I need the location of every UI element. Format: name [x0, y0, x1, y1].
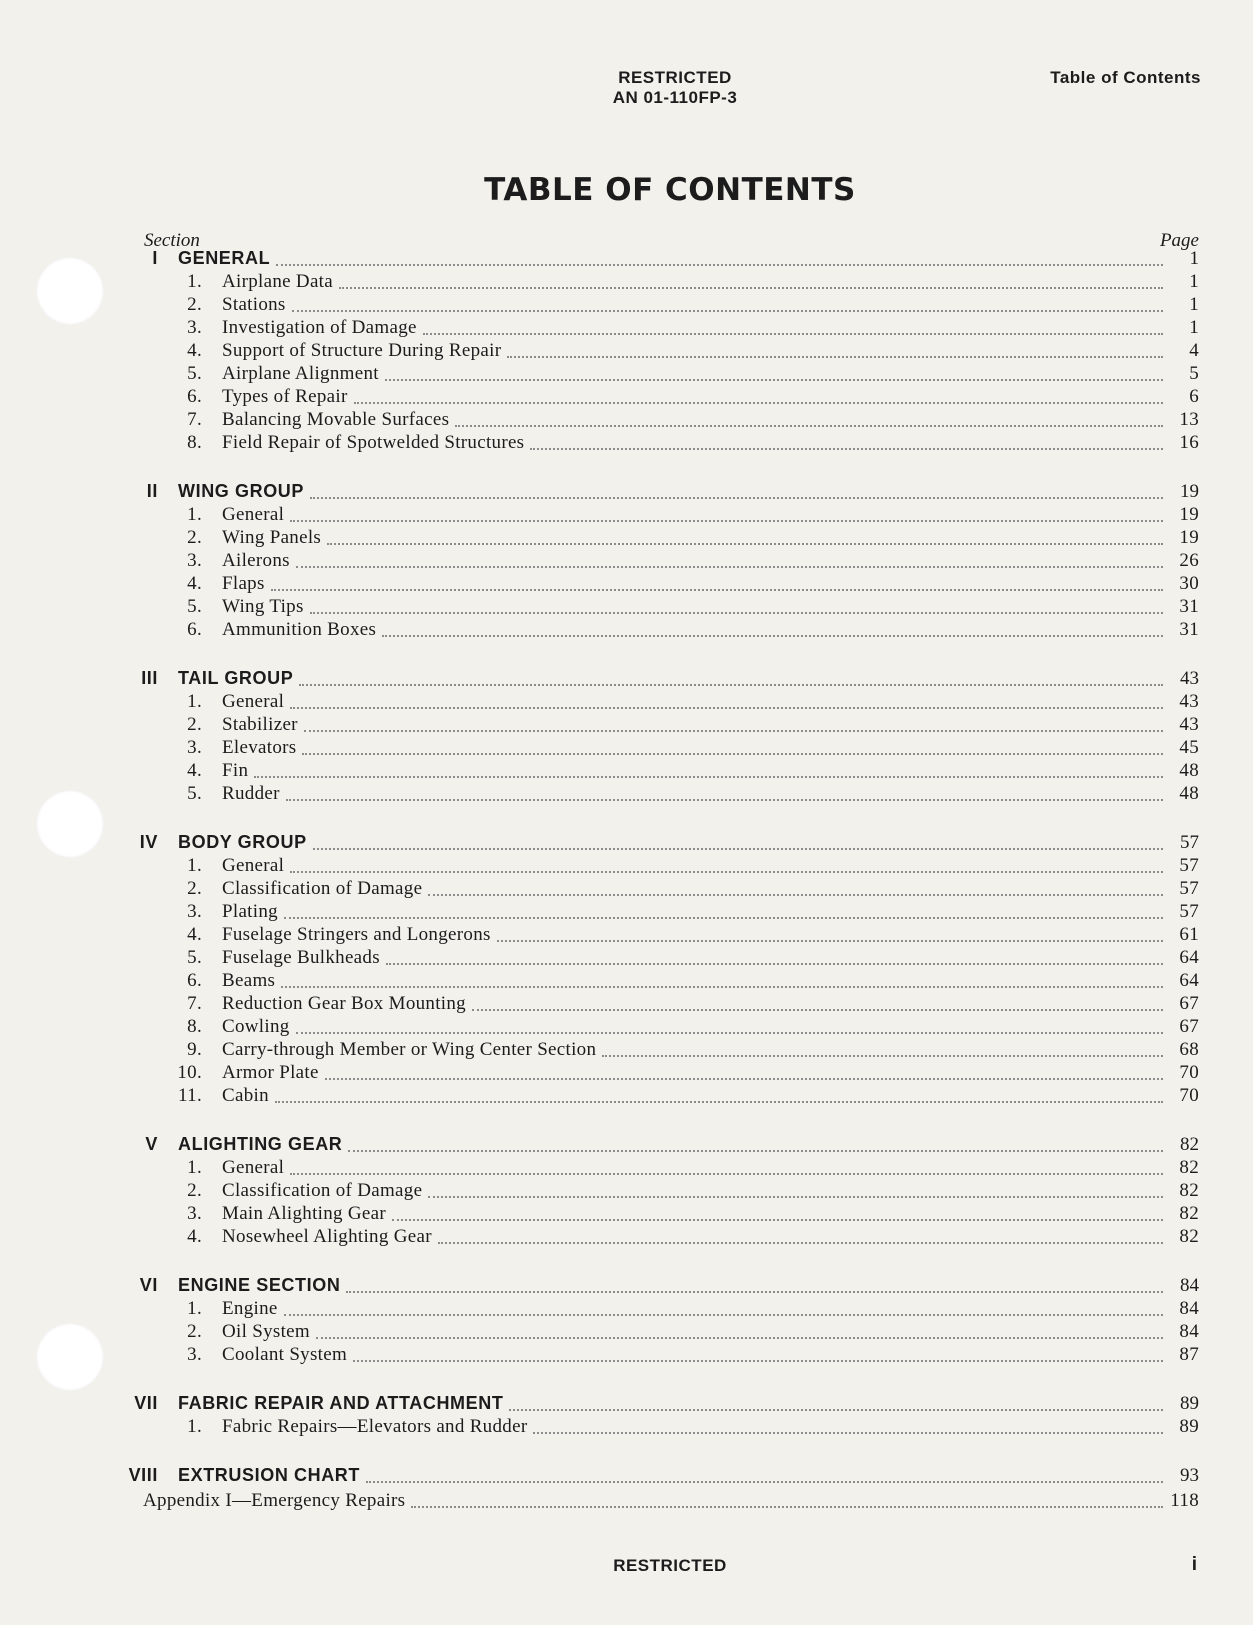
toc-item-row [0, 901, 1199, 924]
toc-entry-page: 84 [1180, 1275, 1199, 1296]
toc-entry-page: 30 [1179, 573, 1199, 594]
toc-item-row [0, 1226, 1199, 1249]
dot-leader [530, 442, 1163, 450]
dot-leader [254, 770, 1163, 778]
toc-entry-number: 4. [187, 573, 202, 594]
toc-entry-number: 8. [187, 432, 202, 453]
dot-leader [299, 678, 1163, 686]
toc-entry-number: 6. [187, 619, 202, 640]
toc-entry-number: 5. [187, 947, 202, 968]
toc-entry-number: 4. [187, 924, 202, 945]
toc-entry-label: Carry-through Member or Wing Center Section [222, 1039, 597, 1060]
toc-item-row [0, 1298, 1199, 1321]
dot-leader [428, 1190, 1163, 1198]
toc-entry-page: 1 [1189, 317, 1199, 338]
toc-entry-label: Appendix I—Emergency Repairs [143, 1490, 406, 1511]
toc-entry-label: EXTRUSION CHART [178, 1465, 361, 1485]
toc-entry-page: 67 [1179, 1016, 1199, 1037]
toc-entry-page: 70 [1179, 1062, 1199, 1083]
dot-leader [304, 724, 1163, 732]
dot-leader [292, 304, 1163, 312]
toc-entry-number: 2. [187, 294, 202, 315]
toc-entry-label: General [222, 1157, 285, 1178]
column-header-section: Section [144, 230, 200, 251]
toc-entry-label: Flaps [222, 573, 265, 594]
toc-item-row [0, 527, 1199, 550]
header-classification: RESTRICTED [618, 68, 732, 87]
toc-entry-label: Beams [222, 970, 276, 991]
toc-entry-label: Fuselage Stringers and Longerons [222, 924, 491, 945]
toc-entry-page: 89 [1179, 1416, 1199, 1437]
toc-entry-page: 19 [1180, 481, 1199, 502]
toc-item-row [0, 1344, 1199, 1367]
toc-entry-label: Types of Repair [222, 386, 348, 407]
toc-entry-number: 1. [187, 271, 202, 292]
dot-leader [533, 1426, 1163, 1434]
toc-item-row [0, 317, 1199, 340]
toc-section-row [0, 248, 1199, 271]
toc-entry-label: Rudder [222, 783, 280, 804]
toc-entry-number: 1. [187, 504, 202, 525]
toc-item-row [0, 1180, 1199, 1203]
dot-leader [327, 537, 1163, 545]
dot-leader [509, 1403, 1163, 1411]
dot-leader [455, 419, 1163, 427]
toc-item-row [0, 596, 1199, 619]
toc-entry-page: 93 [1180, 1465, 1199, 1486]
toc-entry-page: 16 [1179, 432, 1199, 453]
toc-entry-page: 64 [1179, 947, 1199, 968]
toc-entry-number: VI [139, 1275, 158, 1295]
toc-entry-page: 43 [1179, 691, 1199, 712]
toc-entry-page: 82 [1179, 1226, 1199, 1247]
toc-entry-page: 26 [1179, 550, 1199, 571]
toc-entry-number: 3. [187, 1344, 202, 1365]
toc-entry-label: Airplane Data [222, 271, 333, 292]
toc-item-row [0, 271, 1199, 294]
toc-entry-number: 5. [187, 783, 202, 804]
toc-entry-page: 19 [1179, 527, 1199, 548]
dot-leader [602, 1049, 1163, 1057]
toc-entry-page: 43 [1180, 668, 1199, 689]
toc-section-row [0, 1275, 1199, 1298]
toc-entry-label: Main Alighting Gear [222, 1203, 387, 1224]
toc-entry-page: 48 [1179, 760, 1199, 781]
dot-leader [275, 1095, 1163, 1103]
toc-entry-number: 1. [187, 855, 202, 876]
dot-leader [385, 373, 1163, 381]
toc-entry-number: VII [134, 1393, 158, 1413]
dot-leader [366, 1475, 1163, 1483]
toc-entry-page: 1 [1189, 271, 1199, 292]
footer-classification: RESTRICTED [613, 1556, 727, 1575]
dot-leader [472, 1003, 1163, 1011]
toc-entry-number: III [141, 668, 158, 688]
toc-item-row [0, 691, 1199, 714]
toc-entry-number: I [152, 248, 158, 268]
toc-entry-page: 45 [1179, 737, 1199, 758]
toc-item-row [0, 1039, 1199, 1062]
toc-item-row [0, 409, 1199, 432]
toc-entry-number: VIII [128, 1465, 158, 1485]
toc-entry-number: 1. [187, 691, 202, 712]
toc-item-row [0, 386, 1199, 409]
toc-entry-label: Classification of Damage [222, 878, 423, 899]
dot-leader [271, 583, 1163, 591]
toc-item-row [0, 340, 1199, 363]
toc-entry-page: 48 [1179, 783, 1199, 804]
toc-entry-page: 118 [1170, 1490, 1199, 1511]
toc-entry-label: General [222, 855, 285, 876]
toc-entry-label: Stations [222, 294, 286, 315]
dot-leader [428, 888, 1163, 896]
toc-entry-label: Investigation of Damage [222, 317, 417, 338]
dot-leader [325, 1072, 1163, 1080]
dot-leader [302, 747, 1163, 755]
toc-entry-label: Wing Panels [222, 527, 322, 548]
header-doc-number: AN 01-110FP-3 [612, 88, 738, 107]
toc-entry-label: Ammunition Boxes [222, 619, 377, 640]
toc-entry-page: 5 [1189, 363, 1199, 384]
toc-entry-page: 31 [1179, 619, 1199, 640]
toc-entry-label: Airplane Alignment [222, 363, 379, 384]
dot-leader [386, 957, 1163, 965]
toc-entry-label: Balancing Movable Surfaces [222, 409, 450, 430]
toc-entry-number: IV [139, 832, 158, 852]
toc-item-row [0, 878, 1199, 901]
dot-leader [497, 934, 1163, 942]
toc-section-row [0, 1134, 1199, 1157]
toc-entry-page: 57 [1179, 901, 1199, 922]
toc-entry-label: General [222, 691, 285, 712]
toc-entry-label: Stabilizer [222, 714, 298, 735]
toc-entry-page: 1 [1189, 248, 1199, 269]
toc-item-row [0, 1016, 1199, 1039]
toc-entry-page: 6 [1189, 386, 1199, 407]
toc-entry-page: 57 [1179, 878, 1199, 899]
toc-entry-number: 2. [187, 1321, 202, 1342]
toc-item-row [0, 855, 1199, 878]
dot-leader [339, 281, 1163, 289]
dot-leader [286, 793, 1163, 801]
toc-entry-label: Elevators [222, 737, 297, 758]
toc-item-row [0, 619, 1199, 642]
dot-leader [392, 1213, 1163, 1221]
toc-entry-label: GENERAL [178, 248, 271, 268]
dot-leader [353, 1354, 1163, 1362]
toc-entry-label: Support of Structure During Repair [222, 340, 502, 361]
toc-entry-number: 1. [187, 1416, 202, 1437]
toc-entry-number: 7. [187, 993, 202, 1014]
toc-item-row [0, 1157, 1199, 1180]
toc-entry-page: 82 [1179, 1203, 1199, 1224]
toc-entry-label: WING GROUP [178, 481, 304, 501]
toc-entry-label: Classification of Damage [222, 1180, 423, 1201]
toc-entry-number: 5. [187, 363, 202, 384]
toc-entry-number: 6. [187, 970, 202, 991]
toc-entry-page: 84 [1179, 1298, 1199, 1319]
toc-item-row [0, 550, 1199, 573]
toc-item-row [0, 294, 1199, 317]
toc-entry-page: 84 [1179, 1321, 1199, 1342]
dot-leader [290, 514, 1163, 522]
toc-section-row [0, 668, 1199, 691]
toc-section-row [0, 481, 1199, 504]
toc-entry-page: 68 [1179, 1039, 1199, 1060]
toc-entry-number: II [146, 481, 158, 501]
toc-item-row [0, 363, 1199, 386]
toc-entry-label: Plating [222, 901, 278, 922]
footer-page-number: i [1191, 1554, 1197, 1575]
toc-item-row [0, 1203, 1199, 1226]
dot-leader [346, 1285, 1163, 1293]
toc-entry-page: 82 [1180, 1134, 1199, 1155]
toc-entry-page: 31 [1179, 596, 1199, 617]
toc-item-row [0, 1321, 1199, 1344]
dot-leader [354, 396, 1163, 404]
toc-entry-page: 82 [1179, 1157, 1199, 1178]
toc-item-row [0, 504, 1199, 527]
toc-entry-number: 3. [187, 901, 202, 922]
dot-leader [276, 258, 1163, 266]
dot-leader [507, 350, 1163, 358]
toc-entry-number: 3. [187, 317, 202, 338]
toc-entry-label: Armor Plate [222, 1062, 319, 1083]
toc-entry-number: 2. [187, 878, 202, 899]
toc-entry-label: Fuselage Bulkheads [222, 947, 380, 968]
toc-entry-label: Oil System [222, 1321, 310, 1342]
dot-leader [348, 1144, 1163, 1152]
toc-entry-label: General [222, 504, 285, 525]
toc-entry-label: Cabin [222, 1085, 269, 1106]
dot-leader [290, 1167, 1163, 1175]
toc-entry-label: Field Repair of Spotwelded Structures [222, 432, 525, 453]
toc-entry-number: 8. [187, 1016, 202, 1037]
toc-item-row [0, 1416, 1199, 1439]
dot-leader [310, 491, 1163, 499]
toc-entry-number: 6. [187, 386, 202, 407]
toc-entry-number: 5. [187, 596, 202, 617]
toc-appendix-row [0, 1490, 1199, 1513]
toc-entry-number: V [145, 1134, 158, 1154]
toc-entry-page: 67 [1179, 993, 1199, 1014]
toc-entry-number: 4. [187, 340, 202, 361]
toc-entry-page: 43 [1179, 714, 1199, 735]
toc-section-row [0, 832, 1199, 855]
toc-entry-label: TAIL GROUP [178, 668, 294, 688]
toc-item-row [0, 1085, 1199, 1108]
toc-entry-page: 4 [1189, 340, 1199, 361]
toc-item-row [0, 970, 1199, 993]
toc-entry-number: 7. [187, 409, 202, 430]
toc-item-row [0, 993, 1199, 1016]
toc-item-row [0, 760, 1199, 783]
toc-entry-number: 9. [187, 1039, 202, 1060]
column-header-page: Page [1159, 230, 1199, 251]
toc-entry-number: 3. [187, 737, 202, 758]
toc-item-row [0, 573, 1199, 596]
toc-entry-number: 2. [187, 714, 202, 735]
toc-entry-label: Fin [222, 760, 249, 781]
toc-entry-number: 4. [187, 1226, 202, 1247]
toc-entry-page: 64 [1179, 970, 1199, 991]
dot-leader [290, 865, 1163, 873]
toc-entry-label: Wing Tips [222, 596, 304, 617]
toc-entry-number: 1. [187, 1157, 202, 1178]
dot-leader [313, 842, 1163, 850]
toc-entry-label: Cowling [222, 1016, 290, 1037]
dot-leader [296, 1026, 1163, 1034]
header-section-title: Table of Contents [1050, 68, 1201, 87]
toc-entry-page: 87 [1179, 1344, 1199, 1365]
toc-item-row [0, 947, 1199, 970]
toc-item-row [0, 783, 1199, 806]
page-title: TABLE OF CONTENTS [484, 172, 856, 208]
toc-entry-number: 2. [187, 1180, 202, 1201]
toc-entry-label: Ailerons [222, 550, 290, 571]
toc-section-row [0, 1393, 1199, 1416]
toc-section-row [0, 1465, 1199, 1488]
toc-entry-label: BODY GROUP [178, 832, 307, 852]
toc-entry-label: ALIGHTING GEAR [178, 1134, 343, 1154]
toc-item-row [0, 1062, 1199, 1085]
toc-entry-number: 2. [187, 527, 202, 548]
toc-entry-label: Reduction Gear Box Mounting [222, 993, 466, 1014]
dot-leader [423, 327, 1163, 335]
dot-leader [438, 1236, 1163, 1244]
dot-leader [316, 1331, 1163, 1339]
toc-entry-page: 89 [1180, 1393, 1199, 1414]
dot-leader [411, 1500, 1163, 1508]
toc-item-row [0, 432, 1199, 455]
toc-item-row [0, 737, 1199, 760]
toc-entry-number: 11. [178, 1085, 202, 1106]
toc-entry-number: 10. [177, 1062, 202, 1083]
toc-item-row [0, 924, 1199, 947]
toc-entry-number: 3. [187, 550, 202, 571]
toc-entry-page: 13 [1179, 409, 1199, 430]
toc-entry-page: 61 [1179, 924, 1199, 945]
dot-leader [281, 980, 1163, 988]
toc-entry-page: 19 [1179, 504, 1199, 525]
toc-entry-label: FABRIC REPAIR AND ATTACHMENT [178, 1393, 504, 1413]
toc-entry-number: 1. [187, 1298, 202, 1319]
toc-entry-label: ENGINE SECTION [178, 1275, 341, 1295]
toc-entry-number: 3. [187, 1203, 202, 1224]
toc-entry-page: 82 [1179, 1180, 1199, 1201]
toc-entry-label: Engine [222, 1298, 278, 1319]
toc-entry-label: Fabric Repairs—Elevators and Rudder [222, 1416, 528, 1437]
toc-entry-label: Nosewheel Alighting Gear [222, 1226, 432, 1247]
dot-leader [284, 911, 1163, 919]
dot-leader [310, 606, 1163, 614]
dot-leader [382, 629, 1163, 637]
toc-entry-page: 57 [1180, 832, 1199, 853]
dot-leader [290, 701, 1163, 709]
dot-leader [284, 1308, 1163, 1316]
toc-item-row [0, 714, 1199, 737]
toc-entry-number: 4. [187, 760, 202, 781]
dot-leader [296, 560, 1163, 568]
toc-entry-page: 70 [1179, 1085, 1199, 1106]
toc-entry-label: Coolant System [222, 1344, 348, 1365]
toc-entry-page: 57 [1179, 855, 1199, 876]
toc-entry-page: 1 [1189, 294, 1199, 315]
